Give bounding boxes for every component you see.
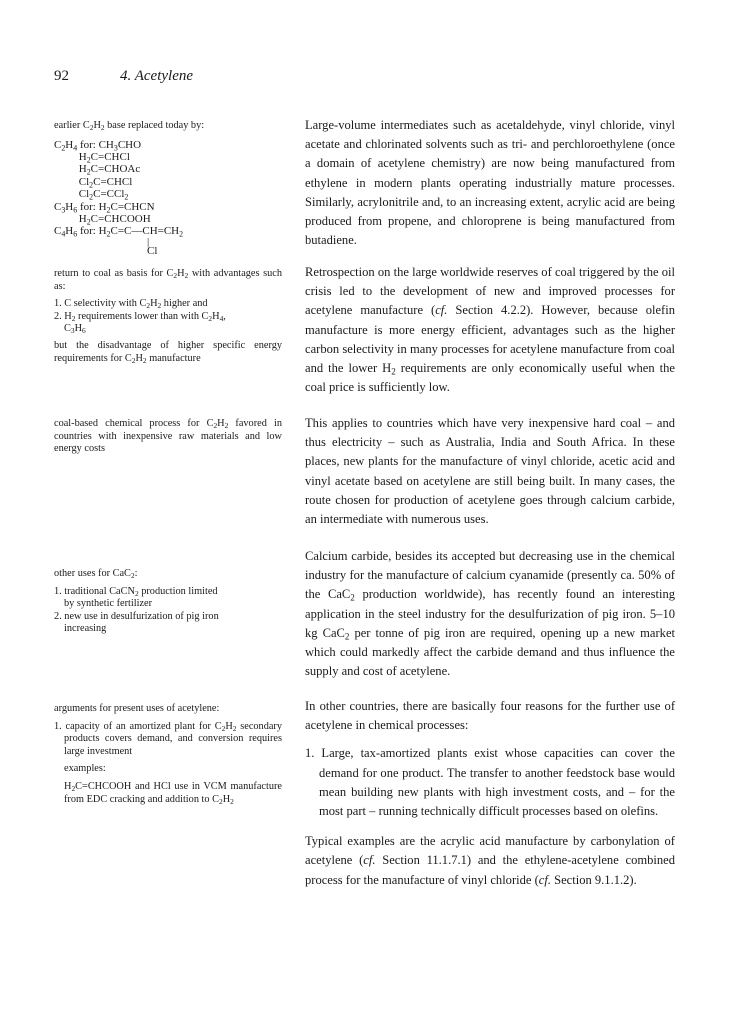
chem-row: $H_2C=CHOAc$ [54,163,141,177]
note-intro: arguments for present uses of acetylene: [54,703,220,714]
note-text: coal-based chemical process for $C_2H_2$ favored in countries with inexpensive raw materials and low energy costs [54,418,282,455]
note-list-item-cont: $C_3H_6$ [64,323,86,336]
page-number: 92 [54,68,69,84]
note-text: but the disadvantage of higher specific energy requirements for $C_2H_2$ manufacture [54,339,282,365]
page-header [54,68,193,85]
main-paragraph [305,547,675,681]
note-list-item: 2. new use in desulfurization of pig iron [54,610,219,622]
paragraph-text: In other countries, there are basically four reasons for the further use of acetylene in chemical processes: [305,699,675,733]
chem-row: $Cl_2C=CCl_2$ [54,188,129,202]
paragraph-text: Typical examples are the acrylic acid manufacture by carbonylation of acetylene (cf. Section 11.1.7.1) and the ethylene-acetylene combined process for the manufacture of vinyl chloride (cf. Section 9.1.1.2). [305,834,675,887]
note-list [54,721,282,759]
chem-row: $H_2C=CHCOOH$ [54,213,151,227]
chem-row: $H_2C=CHCl$ [54,151,130,165]
note-list [54,298,282,336]
note-intro: earlier $C_2H_2$ base replaced today by: [54,120,205,133]
margin-note-coal [54,268,282,365]
main-paragraph [305,414,675,529]
margin-note-cac2 [54,568,282,640]
note-list [54,586,282,636]
chem-row: $C_4H_6$ for: $H_2C=C—CH=CH_2$ [54,225,184,239]
main-paragraph [305,263,675,397]
note-list-item: 2. $H_2$ requirements lower than with $C_2H_4$, [54,310,226,323]
margin-note-arguments [54,703,282,806]
chapter-title: 4. Acetylene [120,68,194,84]
main-paragraph [305,697,675,890]
note-intro: return to coal as basis for $C_2H_2$ with advantages such as: [54,268,282,292]
paragraph-text: Retrospection on the large worldwide reserves of coal triggered by the oil crisis led to the development of new and improved processes for acetylene manufacture (cf. Section 4.2.2). However, because olefin manufacture is more energy efficient, advantages such as the higher carbon selectivity in many processes for acetylene manufacture from coal and the lower $H_2$ requirements are only economically useful when the coal price is sufficiently low. [305,265,675,395]
note-list-item: 1. traditional CaCN$_2$ production limited [54,585,218,598]
chlorine-label: Cl [147,244,158,257]
margin-note-replacement [54,120,282,256]
note-intro: other uses for CaC$_2$: [54,568,138,581]
chem-row: $C_3H_6$ for: $H_2C=CHCN$ [54,200,155,214]
chem-row: $Cl_2C=CHCl$ [54,175,133,190]
note-list-item: 1. capacity of an amortized plant for $C_2H_2$ secondary products covers demand, and conversion requires large investment [54,720,283,757]
note-list-item-cont: by synthetic fertilizer [64,598,153,610]
margin-note-coal-process [54,418,282,456]
note-list-item-cont: increasing [64,623,107,635]
bond-line: | [147,235,150,248]
note-list-item: 1. C selectivity with $C_2H_2$ higher and [54,298,208,311]
chem-row: $C_2H_4$ for: $CH_3CHO$ [54,138,142,152]
examples-label: examples: [64,763,106,775]
chemical-list [54,139,282,256]
example-text: $H_2C=CHCOOH$ and HCl use in VCM manufacture from EDC cracking and addition to $C_2H_2$ [64,780,282,806]
main-paragraph [305,116,675,250]
paragraph-text: Large-volume intermediates such as acetaldehyde, vinyl chloride, vinyl acetate and chlorinated solvents such as tri- and perchloroethylene (once a domain of acetylene chemistry) are now being manufactured from ethylene in modern plants operating industrially mature processes. Similarly, acrylonitrile and, to an increasing extent, acrylic acid are being produced from propene, and chloroprene is being manufactured from butadiene. [305,118,675,248]
paragraph-text: Calcium carbide, besides its accepted but decreasing use in the chemical industry for the manufacture of calcium cyanamide (presently ca. 50% of the CaC$_2$ production worldwide), has recently found an interesting application in the steel industry for the desulfurization of pig iron. 5–10 kg CaC$_2$ per tonne of pig iron are required, opening up a new market which could markedly affect the carbide demand and thus influence the supply and cost of acetylene. [305,549,676,679]
paragraph-text: This applies to countries which have very inexpensive hard coal – and thus electricity – such as Australia, India and South Africa. In these places, new plants for the manufacture of vinyl chloride, acetic acid and vinyl acetate based on acetylene are still being built. In many cases, the route chosen for production of acetylene goes through calcium carbide, an intermediate with numerous uses. [305,416,675,527]
numbered-item: 1. Large, tax-amortized plants exist whose capacities can cover the demand for one product. The transfer to another feedstock base would mean building new plants with high investment costs, and – for the most part – running technically difficult processes based on olefins. [305,746,675,819]
